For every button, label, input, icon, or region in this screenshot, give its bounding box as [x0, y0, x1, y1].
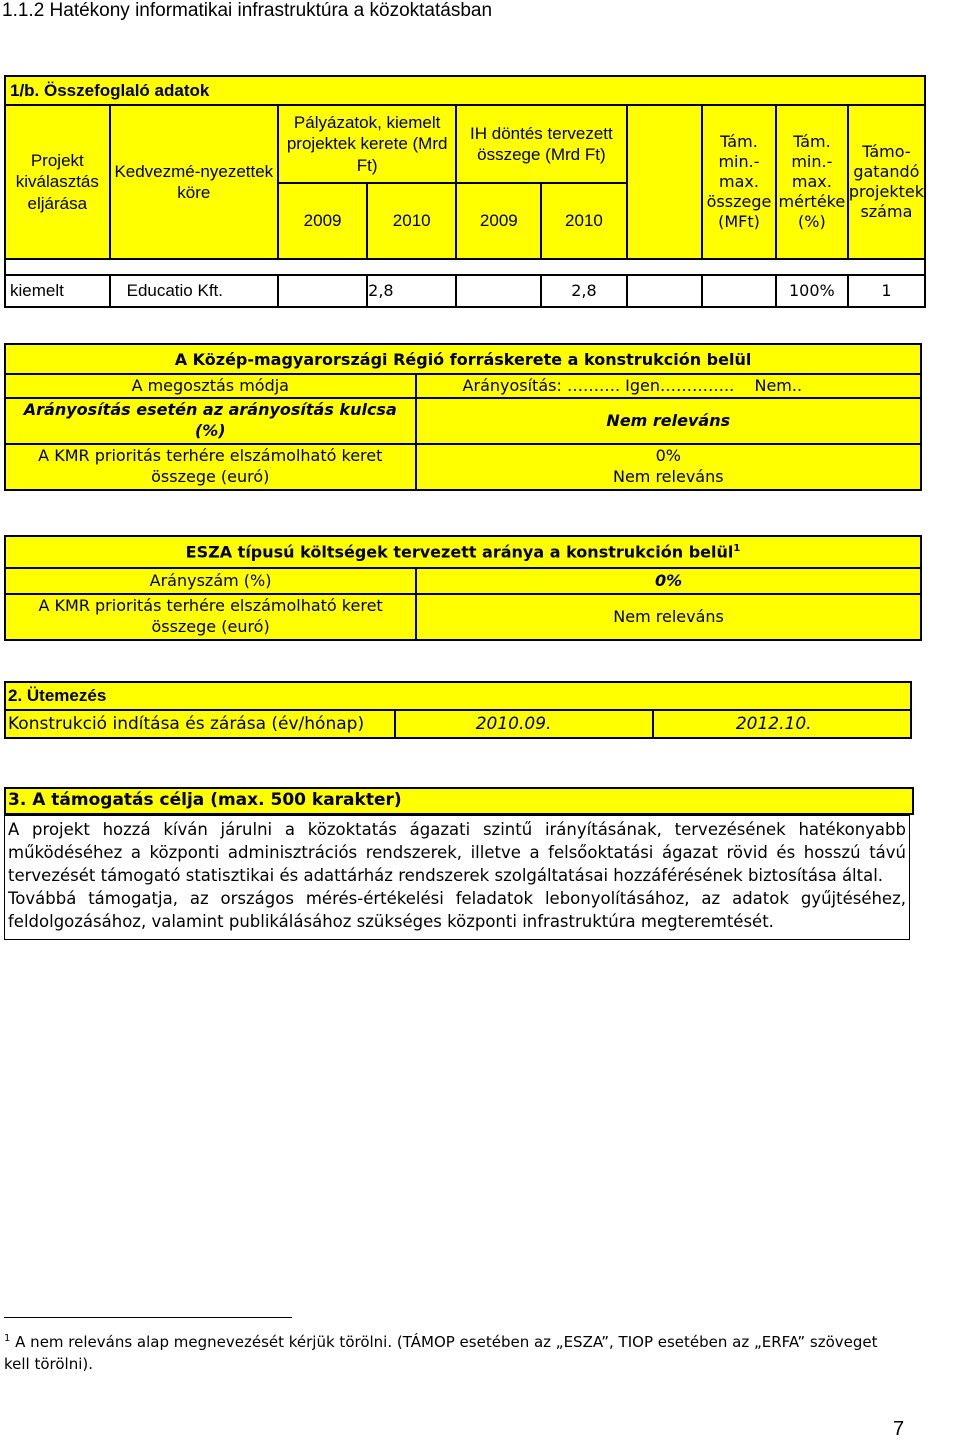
- row-ih-2009: [456, 275, 541, 307]
- kmr-value: [416, 444, 921, 490]
- page-number: 7: [893, 1418, 905, 1440]
- summary-title: 1/b. Összefoglaló adatok: [5, 76, 925, 105]
- goal-paragraph-2: Továbbá támogatja, az országos mérés-értékelési feladatok lebonyolításához, az adatok gyűjtéséhez, feldolgozásához, valamint publikálásához szükséges központi infrastruktúra megteremtését.: [8, 889, 906, 931]
- header-ih: IH döntés tervezett összege (Mrd Ft): [456, 105, 626, 183]
- header-selection: Projekt kiválasztás eljárása: [5, 105, 110, 259]
- row-beneficiary: Educatio Kft.: [110, 275, 278, 307]
- kmr-value-text: Nem releváns: [612, 467, 724, 486]
- header-min-max-rate: Tám. min.-max. mértéke (%): [776, 105, 848, 259]
- split-label: A megosztás módja: [5, 374, 416, 398]
- ratio-value: 0%: [416, 568, 921, 594]
- esza-kmr-value: Nem releváns: [416, 594, 921, 640]
- kmr-value-percent: 0%: [655, 446, 681, 466]
- header-min-max-amount: Tám. min.-max. összege (MFt): [702, 105, 776, 259]
- esza-title-cell: [5, 536, 921, 568]
- goal-title: 3. A támogatás célja (max. 500 karakter): [4, 787, 914, 815]
- header-2010-frame: 2010: [367, 183, 456, 259]
- schedule-label: Konstrukció indítása és zárása (év/hónap): [5, 710, 395, 738]
- row-selection: kiemelt: [5, 275, 110, 307]
- schedule-table: [4, 681, 912, 739]
- footnote: [4, 1328, 904, 1375]
- footnote-divider: [4, 1317, 292, 1318]
- summary-table: [4, 75, 926, 308]
- header-frame: Pályázatok, kiemelt projektek kerete (Mrd Ft): [278, 105, 456, 183]
- header-2010-ih: 2010: [541, 183, 626, 259]
- esza-footnote-marker: 1: [733, 543, 741, 555]
- key-label: Arányosítás esetén az arányosítás kulcsa (%): [5, 398, 416, 444]
- header-project-count: Támo-gatandó projektek száma: [848, 105, 925, 259]
- schedule-end: 2012.10.: [653, 710, 911, 738]
- goal-text: [4, 815, 910, 940]
- row-project-count: 1: [848, 275, 925, 307]
- header-2009-ih: 2009: [456, 183, 541, 259]
- section-heading: 1.1.2 Hatékony informatikai infrastruktúra a közoktatásban: [2, 0, 493, 21]
- header-beneficiary: Kedvezmé-nyezettek köre: [110, 105, 278, 259]
- row-frame-2010: 2,8: [367, 275, 456, 307]
- region-table: [4, 343, 922, 491]
- ratio-label: Arányszám (%): [5, 568, 416, 594]
- footnote-text: A nem releváns alap megnevezését kérjük törölni. (TÁMOP esetében az „ESZA”, TIOP esetében az „ERFA” szöveget kell törölni).: [4, 1333, 878, 1373]
- key-value: Nem releváns: [416, 398, 921, 444]
- esza-title: ESZA típusú költségek tervezett aránya a konstrukción belül: [185, 542, 734, 562]
- row-ih-2011: [627, 275, 703, 307]
- goal-paragraph-1: A projekt hozzá kíván járulni a közoktatás ágazati szintű irányításának, tervezésének hatékonyabb működéséhez a központi adminisztrációs rendszerek, illetve a felsőoktatási ágazat rövid és hosszú távú tervezését támogató statisztikai és adattárház rendszerek szolgáltatásai hozzáférésének biztosítása által.: [8, 820, 906, 885]
- region-title: A Közép-magyarországi Régió forráskerete a konstrukción belül: [5, 344, 921, 374]
- row-min-max-amount: [702, 275, 776, 307]
- esza-kmr-label: A KMR prioritás terhére elszámolható keret összege (euró): [5, 594, 416, 640]
- row-min-max-rate: 100%: [776, 275, 848, 307]
- split-value: Arányosítás: ………. Igen………….. Nem..: [416, 374, 921, 398]
- row-frame-2009: [278, 275, 367, 307]
- schedule-title: 2. Ütemezés: [5, 682, 911, 710]
- header-2009-frame: 2009: [278, 183, 367, 259]
- schedule-start: 2010.09.: [395, 710, 653, 738]
- row-ih-2010: 2,8: [541, 275, 626, 307]
- esza-table: [4, 535, 922, 641]
- kmr-label: A KMR prioritás terhére elszámolható keret összege (euró): [5, 444, 416, 490]
- footnote-number: 1: [4, 1333, 11, 1344]
